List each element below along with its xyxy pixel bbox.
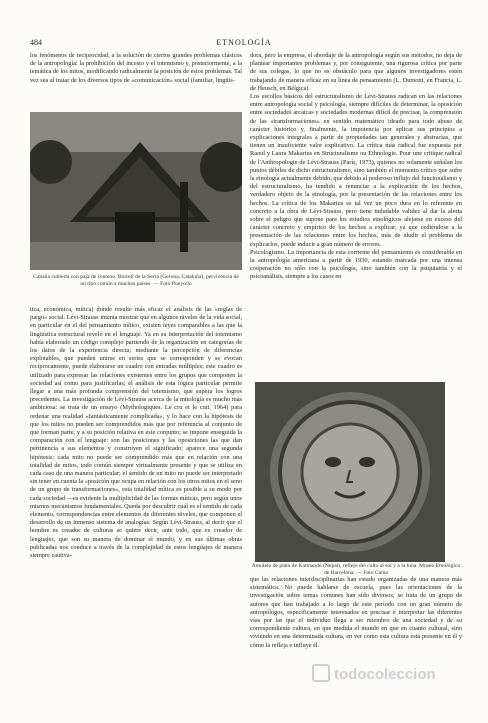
left-column-top-text: los fenómenos de reciprocidad, a la solución de ciertos grandes problemas clásicos de la antropología: la prohibición del incesto y el totemismo y, posteriormente, a la temática de los mitos, modificando radicalmente la posición de estos problemas. Tal vez sea al tratar de los diversos tipos de «comunicación» social (familiar, lingüís- bbox=[30, 52, 242, 84]
page-number: 484 bbox=[30, 38, 42, 47]
left-column-bottom-text: tica, económica, mítica) donde resulte más eficaz el análisis de las «reglas de juego» social. Lévi-Strauss intenta mostrar que en algunos niveles de la vida social, en particular en el del pensamiento mítico, existen leyes comparables a las que la lingüística estructural reveló en el lenguaje. Ya en su interpretación del totemismo había elaborado un código complejo partiendo de la organización en categorías de los datos de la experiencia directa; mediante la percepción de diferencias explotables, que pueden unirse en series que se corresponden y se evocan recíprocamente, puede elaborarse un cuadro con entradas múltiples; este cuadro es utilizado para expresar las relaciones existentes entre los grupos que componen la sociedad así como para justificarlas; el análisis de esta lógica particular permite llegar a una más profunda comprensión del totemismo, que supera los logros precedentes. La investigación de Lévi-Strauss acerca de la mitología es mucho más ambiciosa: se trata de un ensayo (Mythologiques. Le cru et le cuit, 1964) para ordenar una realidad «fantásticamente complicada», y lo hace con la hipótesis de que los mitos no pueden ser comprendidos más que por referencia al conjunto de que forman parte, y a su posición relativa en este conjunto; se impone enseguida la comparación con el lenguaje: son las posiciones y las oposiciones las que dan pertinencia a sus elementos y construyen el significado; aparece una segunda hipótesis: cada mito no puede ser comprendido más que en relación con una totalidad de mitos, todo común siempre virtualmente presente y que se utiliza en cada caso de una manera particular; el sentido de un mito no puede ser interpretado sin tener en cuenta la «posición que ocupa en relación con los otros mitos en el seno de un grupo de transformaciones», esta totalidad mítica es posible a su modo por cada sociedad —es evidente la multiplicidad de las formas míticas, pero según unos mismos mecanismos fundamentales. Queda por descubrir cuál es el sentido de cada elemento, correspondencias entre elementos de diferentes niveles, que componen el desarrollo de un inmenso sistema de analogías. Según Lévi-Strauss, al decir que el hombre es creador de culturas se quiere decir, ante todo, que es creador de lenguajes, que son su manera de dominar el mundo, y en sus últimas obras publicadas nos conduce a través de la complejidad de estos lenguajes de manera siempre cautiva- bbox=[30, 306, 242, 560]
right-column-top-text: dora, pero la empresa, el abordaje de la antropología según sus métodos, no deja de plantear importantes problemas y, por consiguiente, una rigurosa crítica por parte de sus colegas, lo que no es obstáculo para que algunos investigadores estén trabajando de manera eficaz en su línea de pensamiento (L. Dumont, en Francia, L. de Heusch, en Bélgica). Los escollos básicos del estructuralismo de Lévi-Strauss radican en las relaciones entre antropología social y psicología, siempre difíciles de determinar, la oposición entre sociedades arcaicas y sociedades modernas difícil de precisar, la comprensión de las «transformaciones» en sentido matemático ideado para todo abuso de carácter histórico y, finalmente, la impotencia por aplicar sus principios a explicaciones integrales a partir de propiedades tan generales y abstractas, que tienen un insuficiente valor explicativo. La crítica más radical fue expuesta por Raoul y Laura Makarius en Structuralisme ou Ethnologie. Pour une critique radical de l'Anthropologie de Lévi-Strauss (París, 1973), quienes no solamente señalan los puntos débiles de dicho estructuralismo, sino también el momento crítico que sufre la etnología actualmente debido, que debido al poderoso influjo del funcionalismo y del estructuralismo, ha tendido a renunciar a la explicación de los hechos, verdadero objeto de la etnología, por la presentación de las relaciones entre los hechos. La crítica de los Makarius es tal vez un poco dura en lo referente en concreto a la obra de Lévi-Strauss, pero tiene indudable validez al dar la alerta sobre el peligro que supone para los estudios etnológicos alejarse en exceso del carácter concreto y empírico de los hechos a explicar, ya que cediéndose a la presentación de las relaciones entre los hechos, más de eludir el problema de explicarlos, puede inducir a gran número de errores. Psicologismo. La importancia de esta corriente del pensamiento es considerable en la antropología americana a partir de 1930, estando marcada por una intensa cooperación no sólo con la psicología, sino también con la psiquiatría y el psicoanálisis, siempre a los casos en bbox=[250, 52, 462, 281]
watermark bbox=[312, 664, 482, 683]
amulet-photo-caption: Amuleto de plata de Katmandú (Nepal), reflejo del culto al sol y a la luna. Museo Etnológico de Barcelona. — Foto Cama bbox=[251, 563, 461, 576]
watermark-text: todocoleccion bbox=[334, 666, 436, 683]
page-title: ETNOLOGÍA bbox=[216, 38, 272, 47]
watermark-logo-icon bbox=[312, 664, 330, 682]
hut-photo-caption: Cabaña cubierta con paja de centeno. Borrell de la Serra (Gerona, Cataluña), pervivencia de un tipo común a muchos países. — Foto Pueyo/lo bbox=[33, 274, 239, 287]
hut-photo-illustration bbox=[30, 112, 242, 270]
right-column-bottom-text: que las relaciones interdisciplinarias han estado organizadas de una manera más sistemática. No puede hablarse de escuela, pues las orientaciones de la investigación sobre temas comunes han sido diversos; se trata de un grupo de autores que han trabajado a lo largo de este período con un gran número de antropólogos, específicamente interesados en precisar e interpretar las diferentes vías por las que el individuo llega a ser miembro de una sociedad y de su correspondiente cultura, en que medida el mundo en que en cuanto cultural, sino viviendo en una determinada cultura, en ver como esta cultura está presente en él y cómo la refleja e influye él. bbox=[250, 576, 462, 649]
amulet-photo bbox=[255, 382, 445, 562]
amulet-photo-illustration bbox=[255, 382, 445, 562]
hut-photo bbox=[30, 112, 242, 270]
